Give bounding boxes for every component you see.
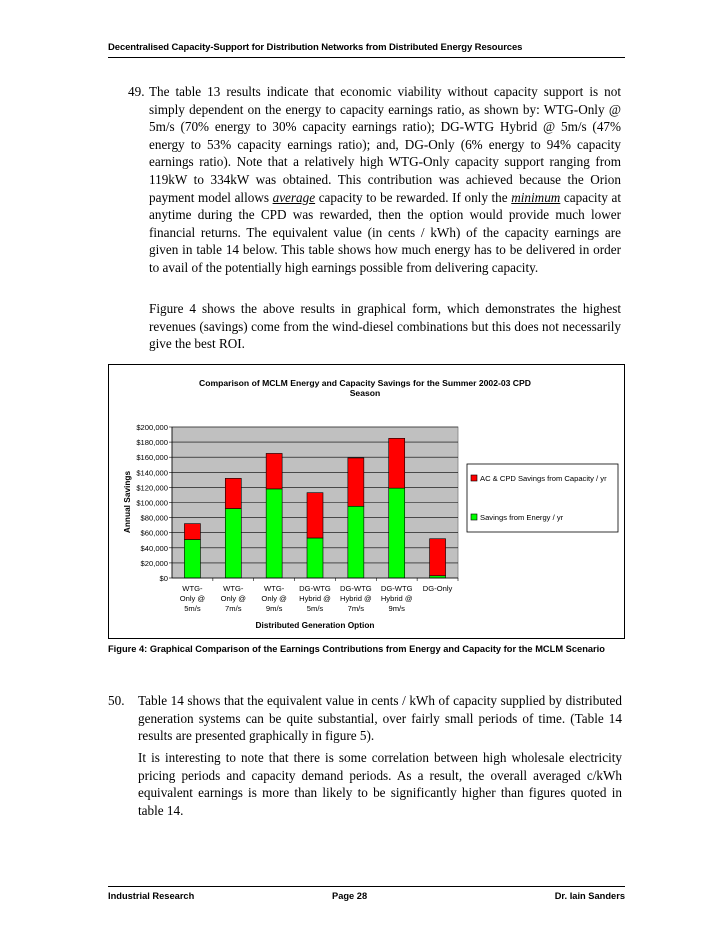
legend-label: AC & CPD Savings from Capacity / yr [480, 474, 607, 483]
footer-rule [108, 886, 625, 887]
x-tick-label: 7m/s [347, 604, 365, 613]
x-tick-label: Hybrid @ [299, 594, 331, 603]
emphasis-minimum: minimum [511, 189, 561, 205]
y-tick-label: $180,000 [136, 438, 168, 448]
paragraph-49 [149, 83, 621, 277]
y-axis-label: Annual Savings [122, 470, 132, 534]
savings-chart [109, 365, 624, 638]
x-tick-label: WTG- [182, 584, 203, 593]
y-tick-label: $40,000 [140, 543, 168, 553]
bar-segment [225, 509, 241, 578]
x-axis-label: Distributed Generation Option [255, 620, 375, 630]
x-tick-label: 5m/s [184, 604, 201, 613]
y-tick-label: $120,000 [136, 483, 168, 493]
x-tick-label: WTG- [223, 584, 244, 593]
y-tick-label: $100,000 [136, 498, 168, 508]
paragraph-50: Table 14 shows that the equivalent value in cents / kWh of capacity supplied by distributed generation systems can be quite substantial, over fairly small periods of time. (Table 14 results are presented graphically in figure 5). [138, 693, 622, 744]
bar-segment [184, 524, 200, 540]
figure-caption: Figure 4: Graphical Comparison of the Earnings Contributions from Energy and Capacity for the MCLM Scenario [108, 644, 605, 654]
bar-segment [348, 506, 364, 578]
header-rule [108, 57, 625, 58]
y-tick-label: $20,000 [140, 558, 168, 568]
footer-organization: Industrial Research [108, 891, 195, 901]
chart-title-line-2: Season [349, 388, 381, 398]
y-tick-label: $140,000 [136, 468, 168, 478]
x-tick-labels [180, 578, 458, 613]
paragraph-49-part1: The table 13 results indicate that economic viability without capacity support is not simply dependent on the energy to capacity earnings ratio, as shown by: WTG-Only @ 5m/s (70% energy to 30% capacity earnings ratio); DG-WTG Hybrid @ 5m/s (47% energy to 53% capacity earnings ratio); and, DG-Only (6% energy to 94% capacity earnings ratio). Note that a relatively high WTG-Only capacity support ranging from 119kW to 334kW was obtained. This contribution was achieved because the Orion payment model allows [149, 84, 621, 205]
x-tick-label: 7m/s [225, 604, 242, 613]
x-tick-label: WTG- [264, 584, 285, 593]
x-tick-label: Hybrid @ [380, 594, 413, 603]
bar-segment [430, 539, 446, 576]
x-tick-label: 9m/s [388, 604, 405, 613]
paragraph-number-50: 50. [108, 693, 125, 708]
bar-segment [389, 438, 405, 488]
bar-segment [307, 493, 323, 538]
legend-swatch [471, 475, 477, 481]
x-tick-label: Hybrid @ [339, 594, 372, 603]
paragraph-50-continued: It is interesting to note that there is some correlation between high wholesale electricity pricing periods and capacity demand periods. As a result, the overall averaged c/kWh equivalent earnings is more than likely to be significantly higher than figures quoted in table 14. [138, 750, 622, 818]
x-tick-label: Only @ [179, 594, 206, 603]
x-tick-label: DG-Only [422, 584, 453, 593]
bar-segment [307, 538, 323, 578]
legend-label: Savings from Energy / yr [480, 513, 564, 522]
y-tick-label: $60,000 [140, 528, 168, 538]
x-tick-label: DG-WTG [380, 584, 413, 593]
paragraph-49-part3: capacity at anytime during the CPD was rewarded, then the option would provide much lower financial returns. The equivalent value (in cents / kWh) of the capacity earnings are given in table 14 below. This table shows how much energy has to be delivered in order to avail of the potentially high earnings possible from delivering capacity. [149, 189, 621, 275]
bar-segment [184, 539, 200, 578]
y-tick-label: $80,000 [140, 513, 168, 523]
x-tick-label: 9m/s [265, 604, 283, 613]
y-tick-labels [136, 423, 172, 583]
legend-swatch [471, 514, 477, 520]
paragraph-49-part2: capacity to be rewarded. If only the [315, 189, 512, 205]
bar-segment [266, 489, 282, 578]
x-tick-label: DG-WTG [299, 584, 331, 593]
y-tick-label: $0 [159, 574, 168, 583]
x-tick-label: DG-WTG [340, 584, 372, 593]
footer-author: Dr. Iain Sanders [554, 891, 625, 901]
emphasis-average: average [272, 189, 316, 205]
bar-segment [389, 488, 405, 578]
chart-title-line-1: Comparison of MCLM Energy and Capacity Savings for the Summer 2002-03 CPD [199, 378, 531, 388]
x-tick-label: Only @ [220, 594, 247, 603]
paragraph-number-49: 49. [128, 84, 145, 99]
bar-segment [225, 478, 241, 508]
bar-segment [266, 453, 282, 488]
y-tick-label: $200,000 [136, 423, 168, 432]
running-header: Decentralised Capacity-Support for Distribution Networks from Distributed Energy Resources [108, 42, 523, 53]
x-tick-label: 5m/s [306, 604, 324, 613]
footer-page-number: Page 28 [332, 891, 368, 901]
x-tick-label: Only @ [261, 594, 287, 603]
paragraph-49-figure-note: Figure 4 shows the above results in graphical form, which demonstrates the highest revenues (savings) come from the wind-diesel combinations but this does not necessarily give the best ROI. [149, 301, 621, 352]
bar-segment [348, 458, 364, 506]
y-tick-label: $160,000 [136, 453, 168, 463]
